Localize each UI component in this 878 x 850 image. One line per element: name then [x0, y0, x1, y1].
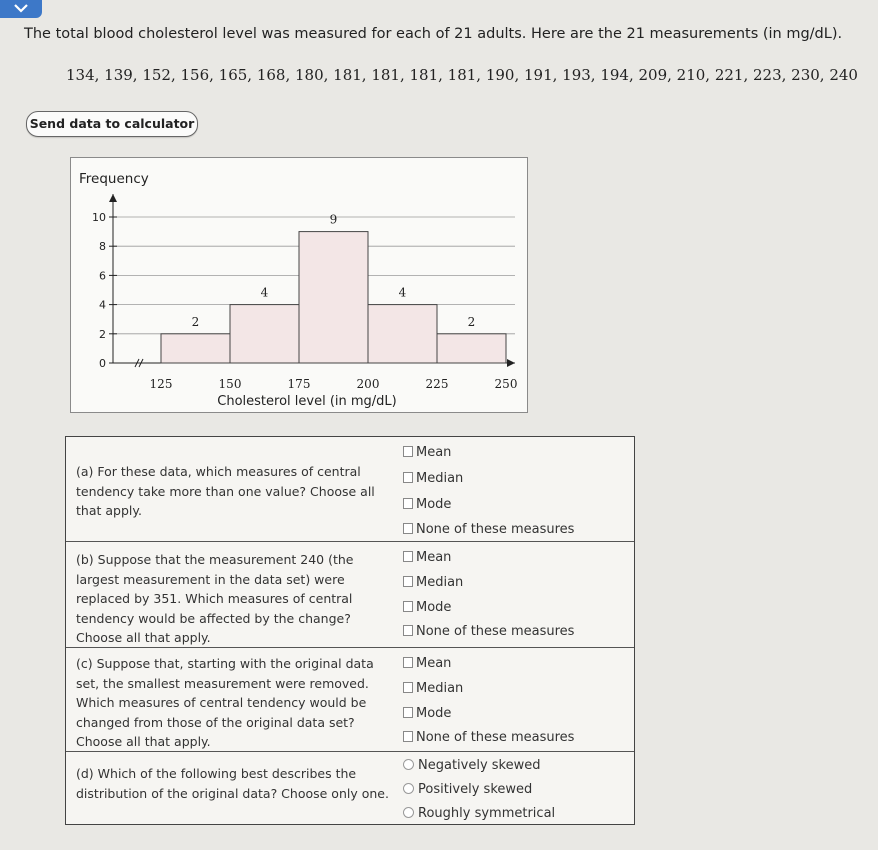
option-label: Negatively skewed: [418, 758, 541, 773]
histogram-chart: [70, 157, 528, 413]
y-tick-label: 6: [99, 269, 106, 283]
question-c-text: (c) Suppose that, starting with the original data set, the smallest measurement were removed. Which measures of central tendency would be changed from those of the original data set? Choose all that apply.: [76, 656, 374, 749]
option-label: Mode: [416, 600, 452, 615]
checkbox-icon[interactable]: [403, 576, 413, 587]
question-d-text: (d) Which of the following best describes the distribution of the original data? Choose only one.: [76, 766, 389, 801]
histogram-svg: [71, 158, 527, 412]
option-a-none[interactable]: [403, 522, 574, 538]
x-tick-label: 150: [218, 377, 242, 391]
y-tick-label: 4: [99, 298, 106, 312]
option-label: Median: [416, 471, 464, 486]
option-label: None of these measures: [416, 730, 575, 745]
option-a-mean[interactable]: [403, 445, 451, 461]
option-b-mean[interactable]: [403, 550, 451, 566]
x-tick-label: 250: [494, 377, 518, 391]
checkbox-icon[interactable]: [403, 551, 413, 562]
option-label: None of these measures: [416, 522, 575, 537]
checkbox-icon[interactable]: [403, 731, 413, 742]
x-tick-label: 225: [425, 377, 449, 391]
option-c-mean[interactable]: [403, 656, 451, 672]
x-axis-arrow-icon: [507, 359, 515, 367]
question-a-text: (a) For these data, which measures of central tendency take more than one value? Choose all that apply.: [76, 464, 375, 518]
option-label: None of these measures: [416, 624, 575, 639]
collapse-chevron[interactable]: [0, 0, 42, 18]
y-tick-label: 10: [92, 211, 106, 224]
option-d-symmetric[interactable]: [403, 806, 555, 822]
checkbox-icon[interactable]: [403, 446, 413, 457]
option-b-none[interactable]: [403, 624, 574, 640]
option-label: Positively skewed: [418, 782, 533, 797]
histogram-bar: [230, 305, 299, 363]
histogram-bar: [437, 334, 506, 363]
option-c-median[interactable]: [403, 681, 463, 697]
x-axis-title: Cholesterol level (in mg/dL): [217, 394, 397, 409]
y-tick-label: 8: [99, 240, 106, 254]
option-label: Median: [416, 575, 464, 590]
question-row-b: [66, 542, 634, 648]
question-row-d: [66, 752, 634, 824]
data-values: 134, 139, 152, 156, 165, 168, 180, 181, 181, 181, 181, 190, 191, 193, 194, 209, 210, 221, 223, 230, 240: [66, 66, 858, 84]
option-label: Mode: [416, 706, 452, 721]
y-tick-label: 0: [99, 357, 106, 370]
checkbox-icon[interactable]: [403, 601, 413, 612]
option-b-median[interactable]: [403, 575, 463, 591]
problem-prompt: The total blood cholesterol level was measured for each of 21 adults. Here are the 21 measurements (in mg/dL).: [24, 26, 843, 42]
question-b-text: (b) Suppose that the measurement 240 (the largest measurement in the data set) were replaced by 351. Which measures of central tendency would be affected by the change? Choose all that apply.: [76, 552, 354, 645]
y-tick-label: 2: [99, 327, 106, 341]
option-c-mode[interactable]: [403, 706, 451, 722]
checkbox-icon[interactable]: [403, 523, 413, 534]
bar-data-label: 4: [398, 285, 407, 300]
chevron-down-icon: [13, 2, 29, 14]
checkbox-icon[interactable]: [403, 498, 413, 509]
question-row-a: [66, 437, 634, 542]
y-axis-title: Frequency: [79, 171, 149, 187]
option-a-mode[interactable]: [403, 497, 451, 513]
option-label: Mean: [416, 445, 452, 460]
radio-icon[interactable]: [403, 783, 414, 794]
checkbox-icon[interactable]: [403, 472, 413, 483]
option-label: Roughly symmetrical: [418, 806, 556, 821]
checkbox-icon[interactable]: [403, 682, 413, 693]
option-d-negative[interactable]: [403, 758, 541, 774]
x-tick-label: 125: [149, 377, 173, 391]
radio-icon[interactable]: [403, 807, 414, 818]
option-label: Mode: [416, 497, 452, 512]
histogram-bar: [161, 334, 230, 363]
bar-data-label: 4: [260, 285, 269, 300]
histogram-bar: [368, 305, 437, 363]
option-b-mode[interactable]: [403, 600, 451, 616]
questions-table: [65, 436, 635, 825]
send-data-button[interactable]: Send data to calculator: [26, 111, 198, 137]
option-label: Mean: [416, 550, 452, 565]
bar-data-label: 2: [191, 314, 200, 329]
radio-icon[interactable]: [403, 759, 414, 770]
checkbox-icon[interactable]: [403, 657, 413, 668]
option-label: Mean: [416, 656, 452, 671]
x-tick-label: 175: [287, 377, 311, 391]
question-row-c: [66, 648, 634, 752]
bar-data-label: 2: [467, 314, 476, 329]
option-c-none[interactable]: [403, 730, 574, 746]
option-a-median[interactable]: [403, 471, 463, 487]
checkbox-icon[interactable]: [403, 625, 413, 636]
bar-data-label: 9: [329, 212, 338, 227]
option-d-positive[interactable]: [403, 782, 532, 798]
checkbox-icon[interactable]: [403, 707, 413, 718]
histogram-bar: [299, 232, 368, 363]
x-tick-label: 200: [356, 377, 380, 391]
option-label: Median: [416, 681, 464, 696]
y-axis-arrow-icon: [109, 194, 117, 202]
